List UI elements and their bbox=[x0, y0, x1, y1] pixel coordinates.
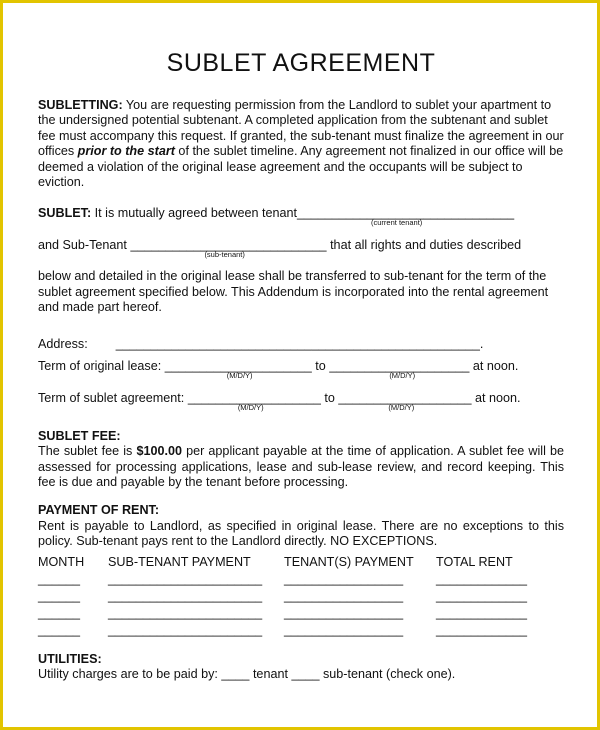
total-rent-blank[interactable]: _____________ bbox=[436, 622, 528, 637]
tenant-payment-blank[interactable]: _________________ bbox=[284, 622, 404, 637]
address-label: Address: bbox=[38, 337, 88, 352]
sublet-line-2-suffix: that all rights and duties described bbox=[330, 237, 522, 252]
tenant-payment-blank[interactable]: _________________ bbox=[284, 571, 404, 586]
sublet-term-from-field[interactable] bbox=[187, 391, 321, 413]
sublet-term-to-caption: (M/D/Y) bbox=[388, 403, 415, 413]
subtenant-caption: (sub-tenant) bbox=[204, 249, 245, 259]
tenant-option-label: tenant bbox=[252, 666, 288, 681]
subtenant-payment-blank[interactable]: ______________________ bbox=[108, 588, 263, 603]
original-term-label: Term of original lease: bbox=[38, 358, 162, 373]
table-row bbox=[38, 572, 564, 589]
original-term-from-field[interactable] bbox=[164, 358, 312, 380]
sublet-paragraph: below and detailed in the original lease shall be transferred to sub-tenant for the term of the sublet agreement specified below. This Addendum is incorporated into the rental agreement and made part hereof. bbox=[38, 269, 549, 315]
payment-paragraph: Rent is payable to Landlord, as specified in original lease. There are no exceptions to this policy. Sub-tenant pays rent to the Landlord directly. NO EXCEPTIONS. bbox=[38, 518, 564, 549]
subletting-text-2: of the sublet timeline. Any agreement not finalized in our office will be deemed a violation of the original lease agreement and the occupants will be subject to eviction. bbox=[38, 144, 564, 190]
rent-table bbox=[38, 555, 564, 640]
table-row bbox=[38, 623, 564, 640]
col-tenant-payment: TENANT(S) PAYMENT bbox=[284, 554, 414, 569]
original-term-line bbox=[38, 358, 564, 380]
sublet-term-to: to bbox=[324, 391, 335, 406]
sublet-line-2 bbox=[38, 237, 564, 259]
sublet-term-line bbox=[38, 391, 564, 413]
page-title: SUBLET AGREEMENT bbox=[166, 49, 436, 77]
subtenant-blank: ____________________________ bbox=[130, 237, 327, 252]
fee-text-1: The sublet fee is bbox=[38, 444, 137, 459]
subletting-heading: SUBLETTING: bbox=[38, 98, 123, 112]
utilities-text: Utility charges are to be paid by: bbox=[38, 666, 218, 681]
subtenant-option-label: sub-tenant (check one). bbox=[322, 666, 456, 681]
table-row bbox=[38, 606, 564, 623]
subtenant-field[interactable] bbox=[130, 237, 327, 259]
month-blank[interactable]: ______ bbox=[38, 588, 81, 603]
subletting-text-1: You are requesting permission from the Landlord to sublet your apartment to the undersigned potential subtenant. A completed application from the subtenant and sublet fee must accompany this request. If granted, the sub-tenant must finalize the agreement in our offices bbox=[38, 98, 564, 159]
subletting-emphasis: prior to the start bbox=[77, 144, 175, 159]
address-line bbox=[38, 337, 564, 352]
subtenant-check-blank[interactable]: ____ bbox=[291, 666, 320, 681]
total-rent-blank[interactable]: _____________ bbox=[436, 571, 528, 586]
address-field[interactable] bbox=[116, 337, 484, 352]
tenant-check-blank[interactable]: ____ bbox=[221, 666, 250, 681]
original-term-to: to bbox=[315, 358, 326, 373]
sublet-term-to-blank: ___________________ bbox=[338, 391, 472, 406]
total-rent-blank[interactable]: _____________ bbox=[436, 588, 528, 603]
current-tenant-blank: _______________________________ bbox=[297, 206, 515, 221]
original-term-from-blank: _____________________ bbox=[164, 358, 312, 373]
month-blank[interactable]: ______ bbox=[38, 622, 81, 637]
fee-text-2: per applicant payable at the time of application. A sublet fee will be assessed for processing applications, lease and sub-lease review, and record keeping. This fee is due and payable by the tenant before processing. bbox=[38, 444, 565, 489]
sublet-line-1-text: It is mutually agreed between tenant bbox=[91, 206, 298, 221]
table-row bbox=[38, 589, 564, 606]
sublet-term-from-caption: (M/D/Y) bbox=[237, 403, 264, 413]
sublet-term-suffix: at noon. bbox=[474, 391, 521, 406]
sublet-line-2-prefix: and Sub-Tenant bbox=[38, 237, 127, 252]
subtenant-payment-blank[interactable]: ______________________ bbox=[108, 605, 263, 620]
document bbox=[38, 48, 564, 682]
fee-paragraph bbox=[38, 444, 564, 490]
sublet-term-from-blank: ___________________ bbox=[187, 391, 321, 406]
sublet-term-label: Term of sublet agreement: bbox=[38, 391, 185, 406]
current-tenant-field[interactable] bbox=[297, 206, 515, 228]
subtenant-payment-blank[interactable]: ______________________ bbox=[108, 571, 263, 586]
sublet-line-1 bbox=[38, 206, 564, 228]
current-tenant-caption: (current tenant) bbox=[371, 218, 423, 228]
col-subtenant-payment: SUB-TENANT PAYMENT bbox=[108, 554, 251, 569]
sublet-heading: SUBLET: bbox=[38, 206, 92, 221]
total-rent-blank[interactable]: _____________ bbox=[436, 605, 528, 620]
month-blank[interactable]: ______ bbox=[38, 571, 81, 586]
original-term-to-caption: (M/D/Y) bbox=[389, 370, 416, 380]
original-term-to-field[interactable] bbox=[329, 358, 470, 380]
col-total-rent: TOTAL RENT bbox=[436, 554, 513, 569]
subtenant-payment-blank[interactable]: ______________________ bbox=[108, 622, 263, 637]
original-term-to-blank: ____________________ bbox=[329, 358, 470, 373]
utilities-line bbox=[38, 667, 564, 682]
original-term-from-caption: (M/D/Y) bbox=[226, 370, 253, 380]
fee-heading: SUBLET FEE: bbox=[38, 428, 121, 443]
sublet-term-to-field[interactable] bbox=[338, 391, 472, 413]
tenant-payment-blank[interactable]: _________________ bbox=[284, 605, 404, 620]
subletting-paragraph bbox=[38, 98, 564, 190]
address-blank: ____________________________________________________. bbox=[115, 337, 484, 352]
rent-table-header bbox=[38, 555, 564, 572]
utilities-heading: UTILITIES: bbox=[38, 651, 102, 666]
payment-heading: PAYMENT OF RENT: bbox=[38, 503, 160, 518]
original-term-suffix: at noon. bbox=[472, 358, 519, 373]
fee-amount: $100.00 bbox=[136, 444, 182, 459]
tenant-payment-blank[interactable]: _________________ bbox=[284, 588, 404, 603]
col-month: MONTH bbox=[38, 554, 85, 569]
month-blank[interactable]: ______ bbox=[38, 605, 81, 620]
